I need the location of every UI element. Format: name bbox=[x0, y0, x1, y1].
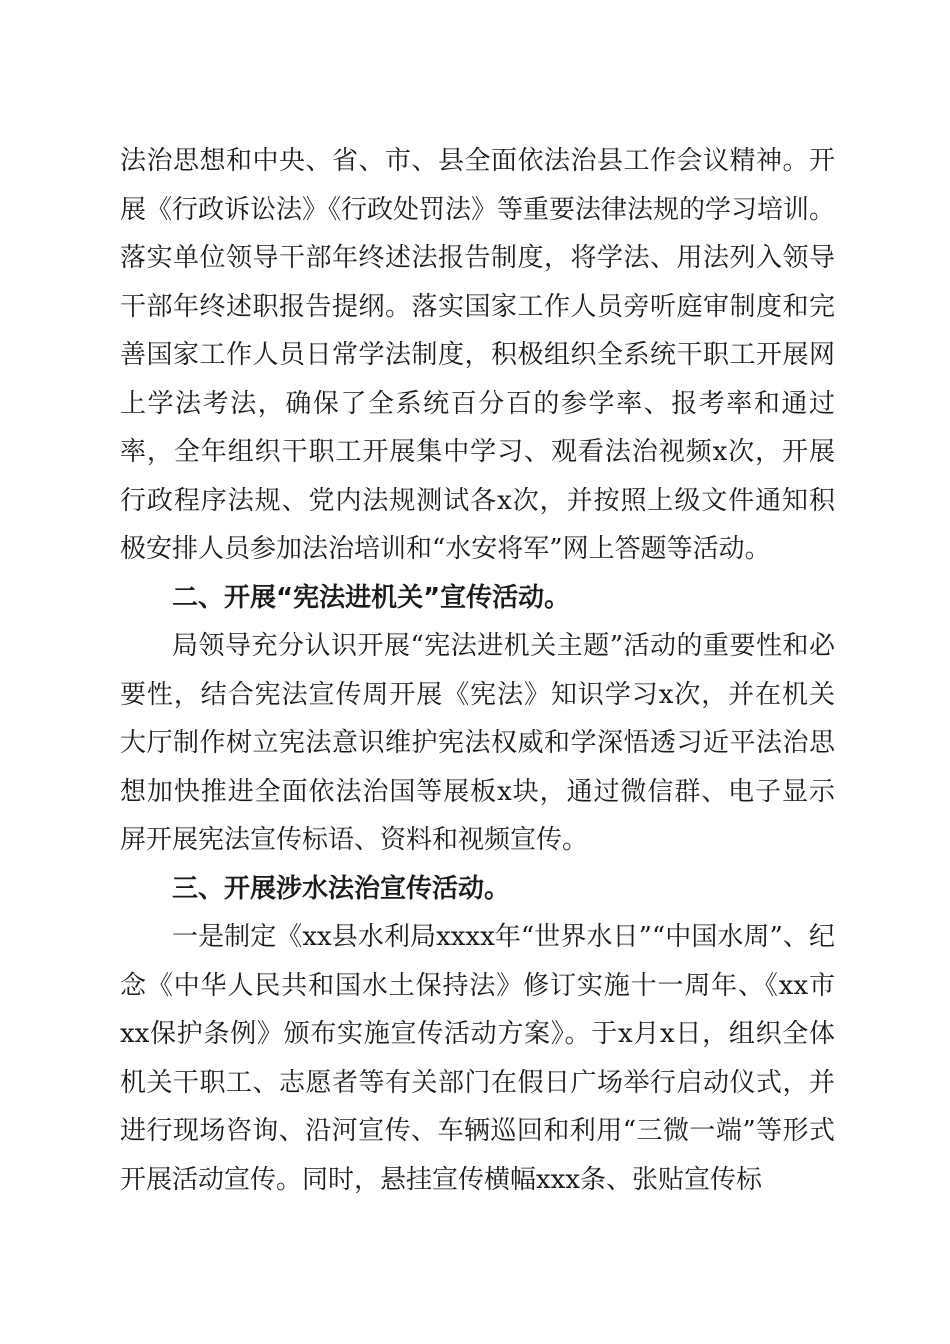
section-heading-water-law: 三、开展涉水法治宣传活动。 bbox=[172, 873, 511, 904]
document-body bbox=[120, 137, 835, 1204]
paragraph-constitution-activity: 局领导充分认识开展“宪法进机关主题”活动的重要性和必要性，结合宪法宣传周开展《宪法》知识学习x次，并在机关大厅制作树立宪法意识维护宪法权威和学深悟透习近平法治思想加快推进全面依法治国等展板x块，通过微信群、电子显示屏开展宪法宣传标语、资料和视频宣传。 bbox=[120, 631, 835, 855]
paragraph-legal-study: 法治思想和中央、省、市、县全面依法治县工作会议精神。开展《行政诉讼法》《行政处罚法》等重要法律法规的学习培训。落实单位领导干部年终述法报告制度，将学法、用法列入领导干部年终述职报告提纲。落实国家工作人员旁听庭审制度和完善国家工作人员日常学法制度，积极组织全系统干职工开展网上学法考法，确保了全系统百分百的参学率、报考率和通过率，全年组织干职工开展集中学习、观看法治视频x次，开展行政程序法规、党内法规测试各x次，并按照上级文件通知积极安排人员参加法治培训和“水安将军”网上答题等活动。 bbox=[120, 146, 836, 564]
section-heading-constitution: 二、开展“宪法进机关”宣传活动。 bbox=[172, 582, 571, 613]
paragraph-water-law-activity: 一是制定《xx县水利局xxxx年“世界水日”“中国水周”、纪念《中华人民共和国水土保持法》修订实施十一周年、《xx市xx保护条例》颁布实施宣传活动方案》。于x月x日，组织全体机关干职工、志愿者等有关部门在假日广场举行启动仪式，并进行现场咨询、沿河宣传、车辆巡回和利用“三微一端”等形式开展活动宣传。同时，悬挂宣传横幅xxx条、张贴宣传标 bbox=[120, 922, 835, 1195]
